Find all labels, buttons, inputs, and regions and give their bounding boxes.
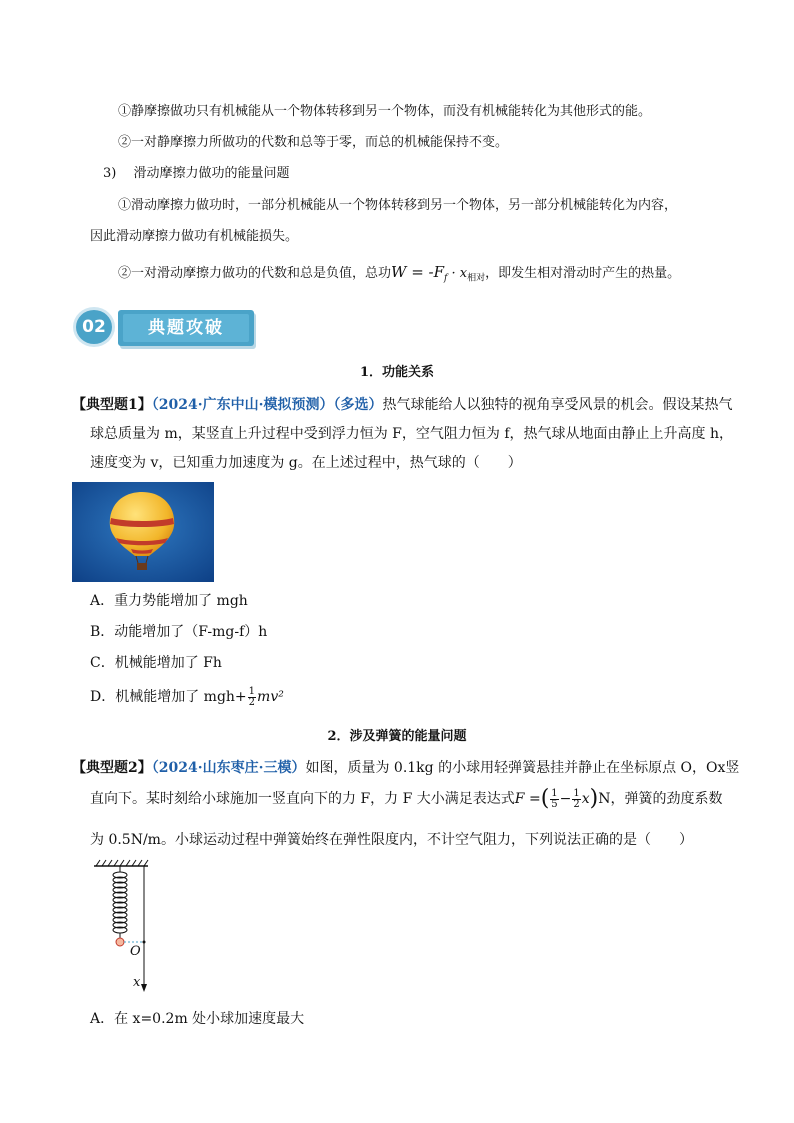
static-friction-statement-2: ②一对静摩擦力所做功的代数和总等于零，而总的机械能保持不变。 bbox=[118, 135, 509, 150]
work-formula: W = -F bbox=[391, 263, 445, 281]
question-1-line-2: 球总质量为 m，某竖直上升过程中受到浮力恒为 F，空气阻力恒为 f，热气球从地面由静止上升高度 h， bbox=[90, 426, 733, 442]
hot-air-balloon-image bbox=[72, 482, 214, 582]
sliding-friction-statement-1a: ①滑动摩擦力做功时，一部分机械能从一个物体转移到另一个物体，另一部分机械能转化为内容， bbox=[118, 198, 678, 213]
section-number-badge: 02 bbox=[76, 310, 112, 344]
question-1-option-c[interactable]: C．机械能增加了 Fh bbox=[90, 655, 222, 671]
section-title-1: 1．功能关系 bbox=[359, 365, 435, 380]
question-2-line-2: 直向下。某时刻给小球施加一竖直向下的力 F，力 F 大小满足表达式F =( $\frac{1}{5}$ − $\frac{1}{2}$ x)N，弹簧的劲度系数 bbox=[90, 786, 723, 811]
sliding-friction-heading: 3) 滑动摩擦力做功的能量问题 bbox=[103, 166, 290, 181]
question-1-option-d[interactable]: D．机械能增加了 mgh+ $\frac{1}{2}$ mv² bbox=[90, 685, 284, 708]
question-2-line-3: 为 0.5N/m。小球运动过程中弹簧始终在弹性限度内，不计空气阻力，下列说法正确的是（ ） bbox=[90, 832, 693, 848]
question-2-source: （2024·山东枣庄·三模） bbox=[151, 760, 306, 776]
section-banner bbox=[118, 310, 254, 346]
static-friction-statement-1: ①静摩擦做功只有机械能从一个物体转移到另一个物体，而没有机械能转化为其他形式的能。 bbox=[118, 104, 652, 119]
spring-diagram bbox=[88, 858, 158, 998]
question-1-tag: 【典型题1】 bbox=[72, 397, 152, 413]
question-2-tag: 【典型题2】 bbox=[72, 760, 152, 776]
question-1-line-3: 速度变为 v，已知重力加速度为 g。在上述过程中，热气球的（ ） bbox=[90, 455, 522, 471]
question-1-option-b[interactable]: B．动能增加了（F-mg-f）h bbox=[90, 624, 268, 640]
origin-label: O bbox=[130, 944, 141, 959]
question-1-line-1: 【典型题1】（2024·广东中山·模拟预测）（多选）热气球能给人以独特的视角享受风景的机会。假设某热气 bbox=[72, 397, 733, 413]
question-2-line-1: 【典型题2】（2024·山东枣庄·三模）如图，质量为 0.1kg 的小球用轻弹簧悬挂并静止在坐标原点 O，Ox竖 bbox=[72, 760, 740, 776]
sliding-friction-statement-2: ②一对滑动摩擦力做功的代数和总是负值，总功$W = -F_f \cdot x_{相对}$，即发生相对滑动时产生的热量。 bbox=[118, 263, 681, 284]
question-2-option-a[interactable]: A．在 x=0.2m 处小球加速度最大 bbox=[90, 1011, 305, 1027]
question-1-option-a[interactable]: A．重力势能增加了 mgh bbox=[90, 593, 248, 609]
question-1-source: （2024·广东中山·模拟预测）（多选） bbox=[151, 397, 383, 413]
sliding-friction-statement-1b: 因此滑动摩擦力做功有机械能损失。 bbox=[90, 229, 299, 244]
force-formula: F = bbox=[514, 791, 541, 807]
section-banner-title: 典题攻破 bbox=[123, 314, 249, 342]
x-axis-label: x bbox=[133, 975, 141, 990]
section-title-2: 2．涉及弹簧的能量问题 bbox=[327, 729, 467, 744]
